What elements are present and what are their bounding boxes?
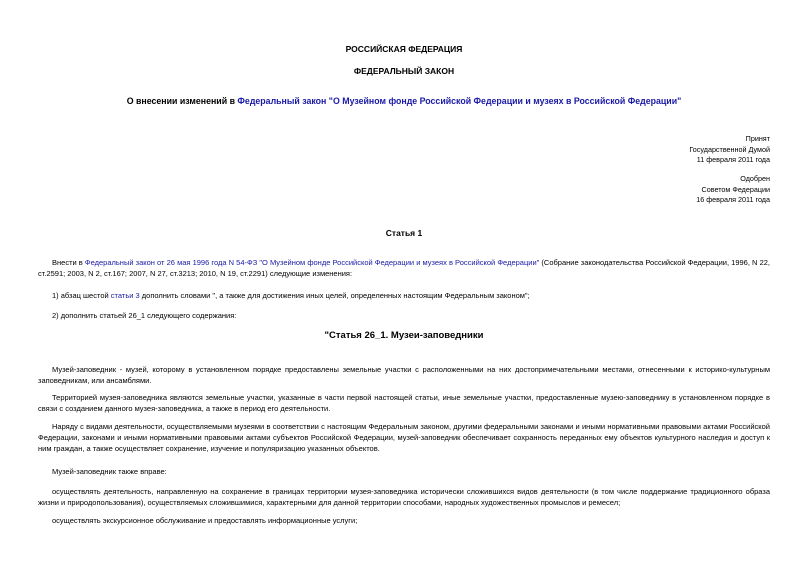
approved-line-1: Одобрен	[740, 174, 770, 183]
article-26-1-paragraph-1: Музей-заповедник - музей, которому в установленном порядке предоставлены земельные участки с расположенными на них достопримечательными местами, отнесенными к историко-культурным заповедникам, или ансамблями.	[38, 365, 770, 385]
intro-prefix: Внести в	[52, 258, 85, 267]
adopted-line-2: Государственной Думой	[689, 144, 770, 154]
item1-prefix: 1) абзац шестой	[52, 291, 111, 300]
article-1-heading: Статья 1	[385, 228, 423, 238]
approved-block	[696, 174, 770, 206]
article-26-1-paragraph-2: Территорией музея-заповедника являются земельные участки, указанные в части первой настоящей статьи, иные земельные участки, предоставленные музею-заповеднику в установленном порядке в связи с созданием данного музея-заповедника, а также в период его деятельности.	[38, 393, 770, 413]
approved-line-2: Советом Федерации	[701, 184, 770, 194]
law-title-prefix: О внесении изменений в	[126, 96, 238, 106]
article-1-intro	[38, 257, 770, 279]
article-26-1-paragraph-3: Наряду с видами деятельности, осуществляемыми музеями в соответствии с настоящим Федеральным законом, другими федеральными законами и иными нормативными правовыми актами Российской Федерации, законами и иными нормативными правовыми актами субъектов Российской Федерации, музей-заповедник обеспечивает сохранность переданных ему объектов культурного наследия и доступ к ним граждан, а также осуществляет сохранение, изучение и популяризацию указанных объектов.	[38, 422, 770, 453]
intro-law-link[interactable]: Федеральный закон от 26 мая 1996 года N 54-ФЗ "О Музейном фонде Российской Федерации и музеях в Российской Федерации"	[84, 258, 540, 267]
approved-line-3: 16 февраля 2011 года	[696, 195, 770, 204]
adopted-line-3: 11 февраля 2011 года	[696, 155, 770, 164]
law-type-heading: ФЕДЕРАЛЬНЫЙ ЗАКОН	[353, 66, 455, 76]
law-title	[38, 96, 770, 107]
country-heading: РОССИЙСКАЯ ФЕДЕРАЦИЯ	[345, 44, 463, 54]
article-1-item-1	[38, 290, 770, 301]
adopted-line-1: Принят	[745, 134, 770, 143]
article-1-item-2: 2) дополнить статьей 26_1 следующего содержания:	[52, 311, 237, 320]
intro-suffix: (Собрание законодательства Российской Федерации, 1996, N 22, ст.2591; 2003, N 2, ст.167; 2007, N 27, ст.3213; 2010, N 19, ст.2291) следующие изменения:	[38, 258, 770, 278]
article-26-1-paragraph-5: осуществлять деятельность, направленную на сохранение в границах территории музея-заповедника исторически сложившихся видов деятельности (в том числе поддержание традиционного образа жизни и природопользования), осуществляемых сложившимися, характерными для данной территории способами, народных художественных промыслов и ремесел;	[38, 487, 770, 507]
article-26-1-paragraph-4: Музей-заповедник также вправе:	[52, 467, 167, 476]
item1-suffix: дополнить словами ", а также для достижения иных целей, определенных настоящим Федеральным законом";	[139, 291, 530, 300]
article-26-1-paragraph-6: осуществлять экскурсионное обслуживание и предоставлять информационные услуги;	[52, 516, 358, 525]
adopted-block	[689, 134, 770, 166]
article-26-1-heading: "Статья 26_1. Музеи-заповедники	[324, 330, 484, 341]
law-title-link[interactable]: Федеральный закон "О Музейном фонде Российской Федерации и музеях в Российской Федерации"	[237, 96, 682, 106]
item1-article-link[interactable]: статьи 3	[110, 291, 140, 300]
